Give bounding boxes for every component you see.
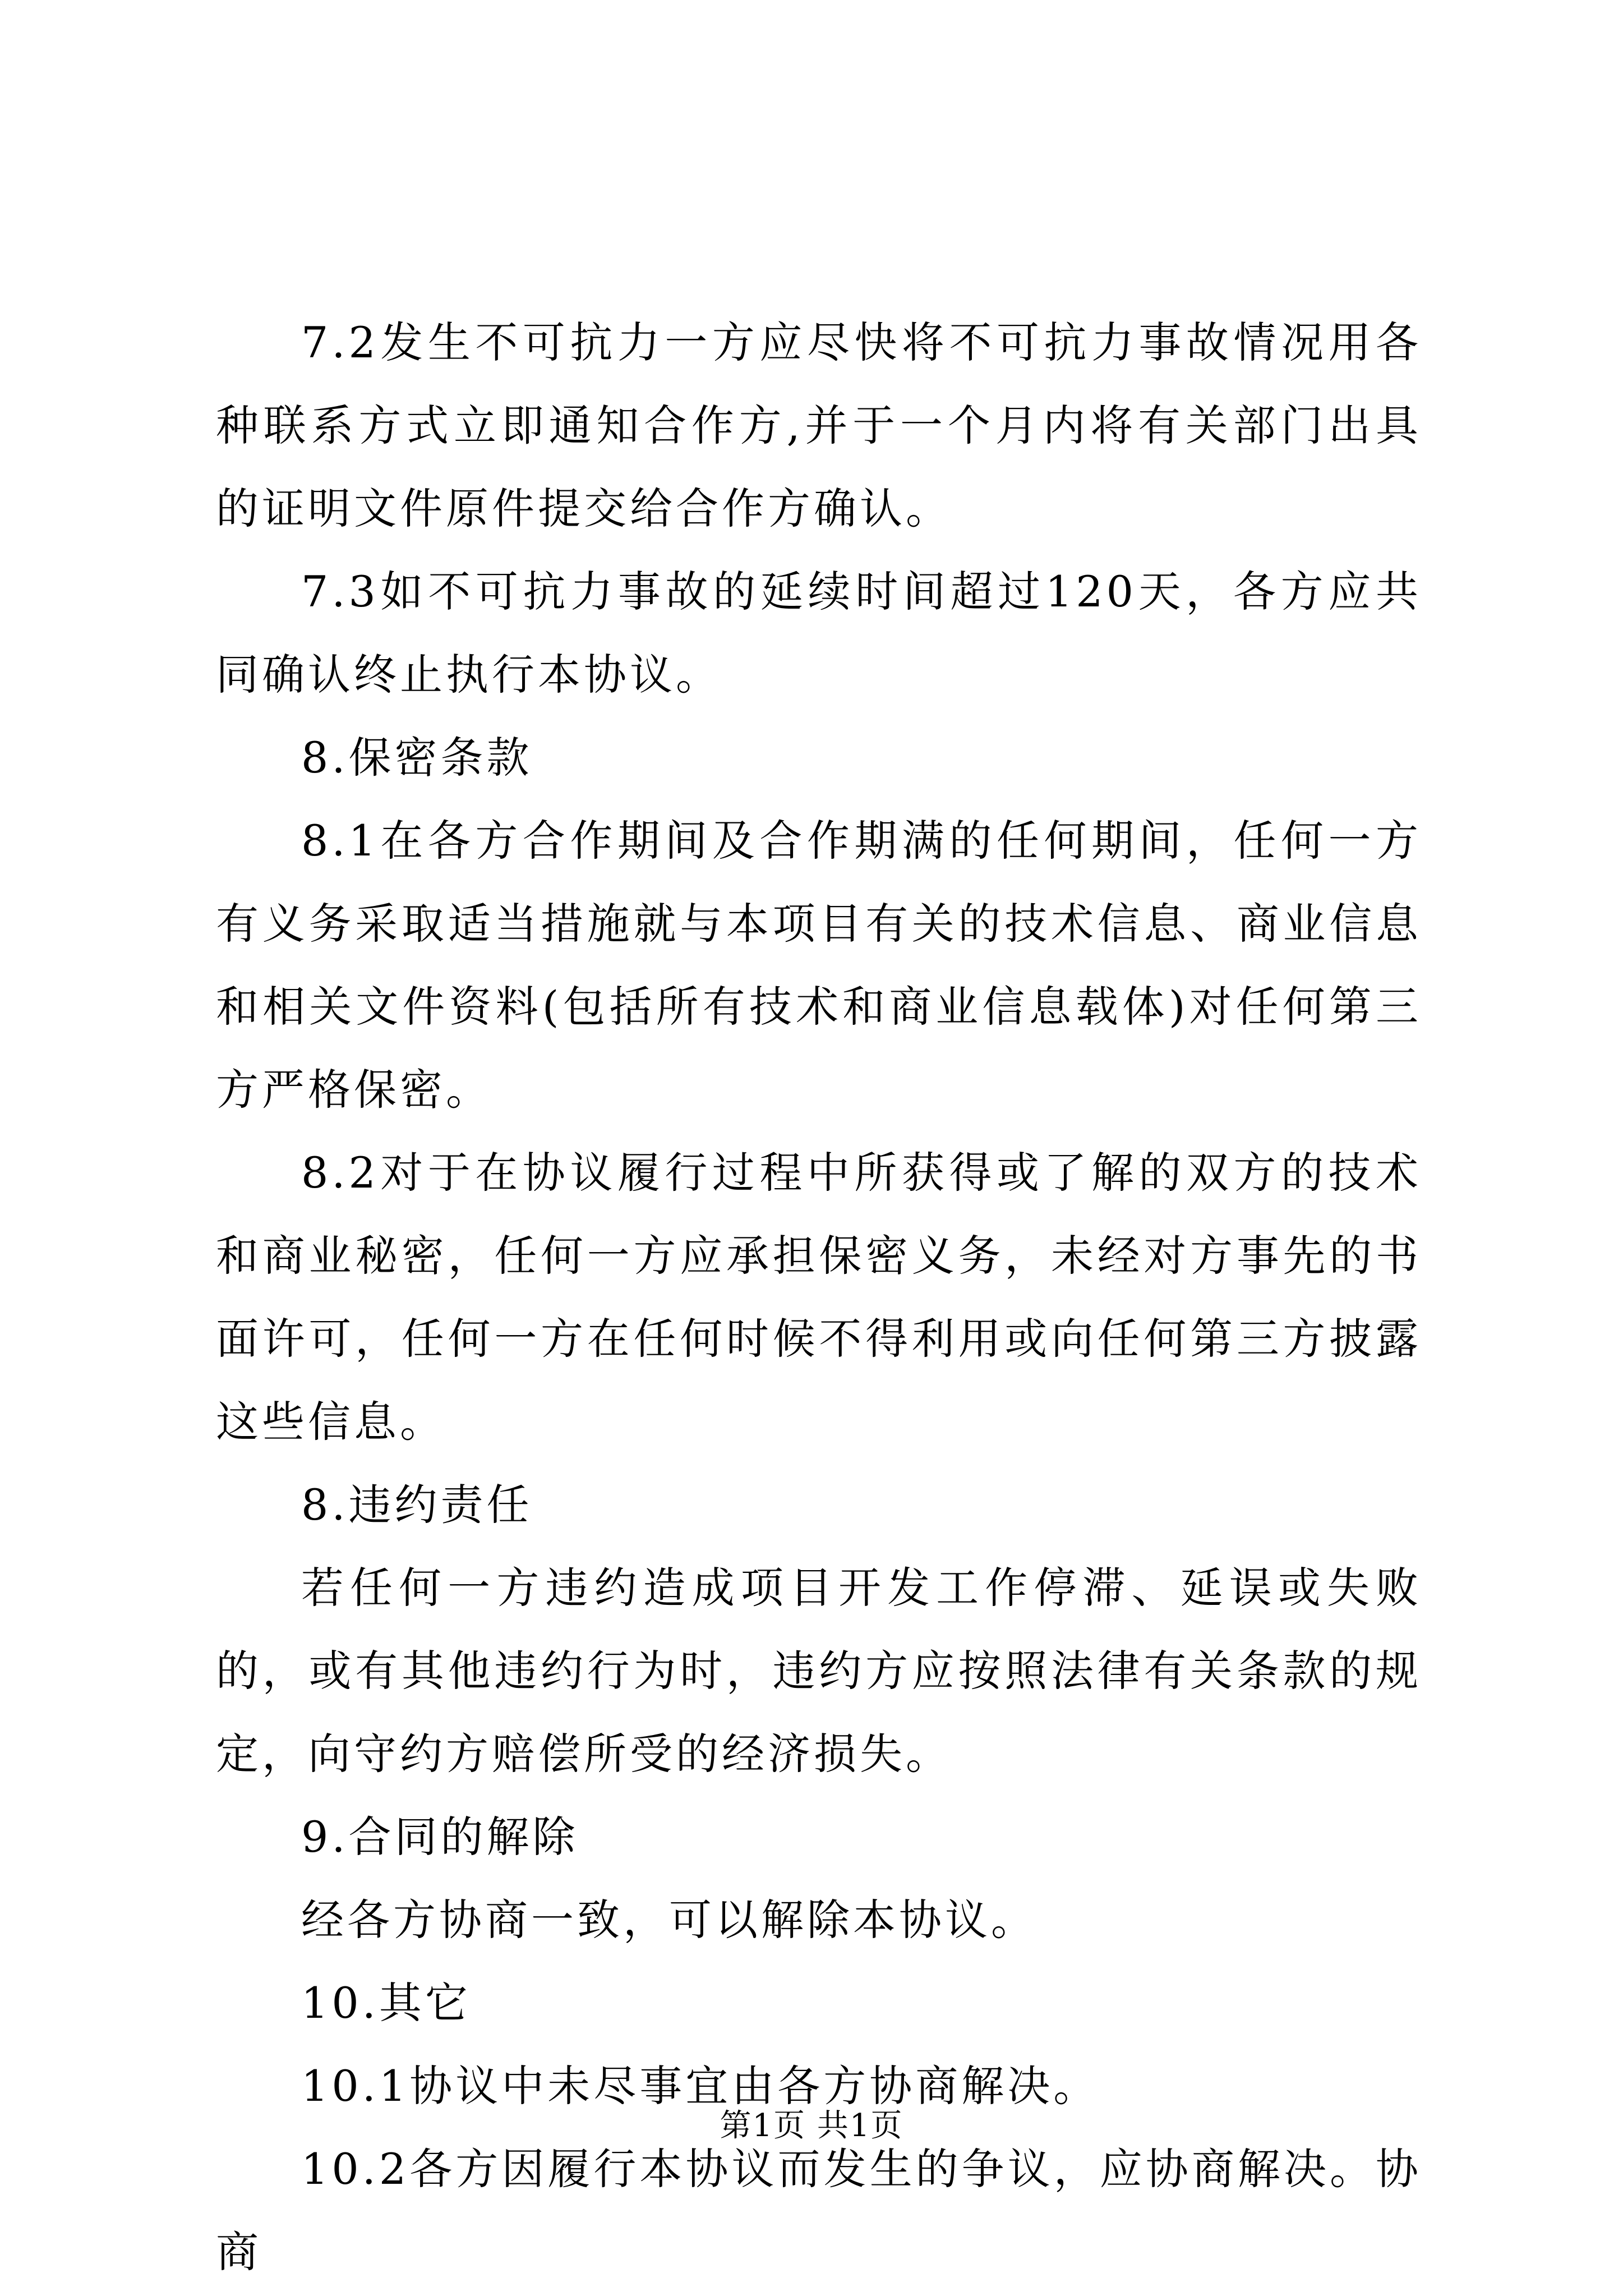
heading-termination: 9.合同的解除	[301, 1812, 579, 1862]
paragraph-termination: 经各方协商一致，可以解除本协议。	[301, 1895, 1037, 1945]
paragraph-8-2: 8.2对于在协议履行过程中所获得或了解的双方的技术和商业秘密，任何一方应承担保密义务，未经对方事先的书面许可，任何一方在任何时候不得利用或向任何第三方披露这些信息。	[216, 1148, 1422, 1447]
heading-other: 10.其它	[301, 1978, 471, 2028]
heading-confidentiality: 8.保密条款	[301, 733, 533, 783]
paragraph-8-1: 8.1在各方合作期间及合作期满的任何期间，任何一方有义务采取适当措施就与本项目有关的技术信息、商业信息和相关文件资料(包括所有技术和商业信息载体)对任何第三方严格保密。	[216, 816, 1422, 1115]
heading-liability: 8.违约责任	[301, 1480, 533, 1530]
paragraph-10-2: 10.2各方因履行本协议而发生的争议，应协商解决。协商	[216, 2144, 1422, 2277]
document-body	[216, 301, 1422, 2294]
paragraph-10-1: 10.1协议中未尽事宜由各方协商解决。	[301, 2061, 1100, 2111]
paragraph-liability: 若任何一方违约造成项目开发工作停滞、延误或失败的，或有其他违约行为时，违约方应按照法律有关条款的规定，向守约方赔偿所受的经济损失。	[216, 1563, 1422, 1779]
page-footer: 第1页 共1页	[720, 2108, 903, 2144]
paragraph-7-3: 7.3如不可抗力事故的延续时间超过120天，各方应共同确认终止执行本协议。	[216, 567, 1422, 700]
paragraph-7-2: 7.2发生不可抗力一方应尽快将不可抗力事故情况用各种联系方式立即通知合作方,并于一个月内将有关部门出具的证明文件原件提交给合作方确认。	[216, 318, 1422, 533]
